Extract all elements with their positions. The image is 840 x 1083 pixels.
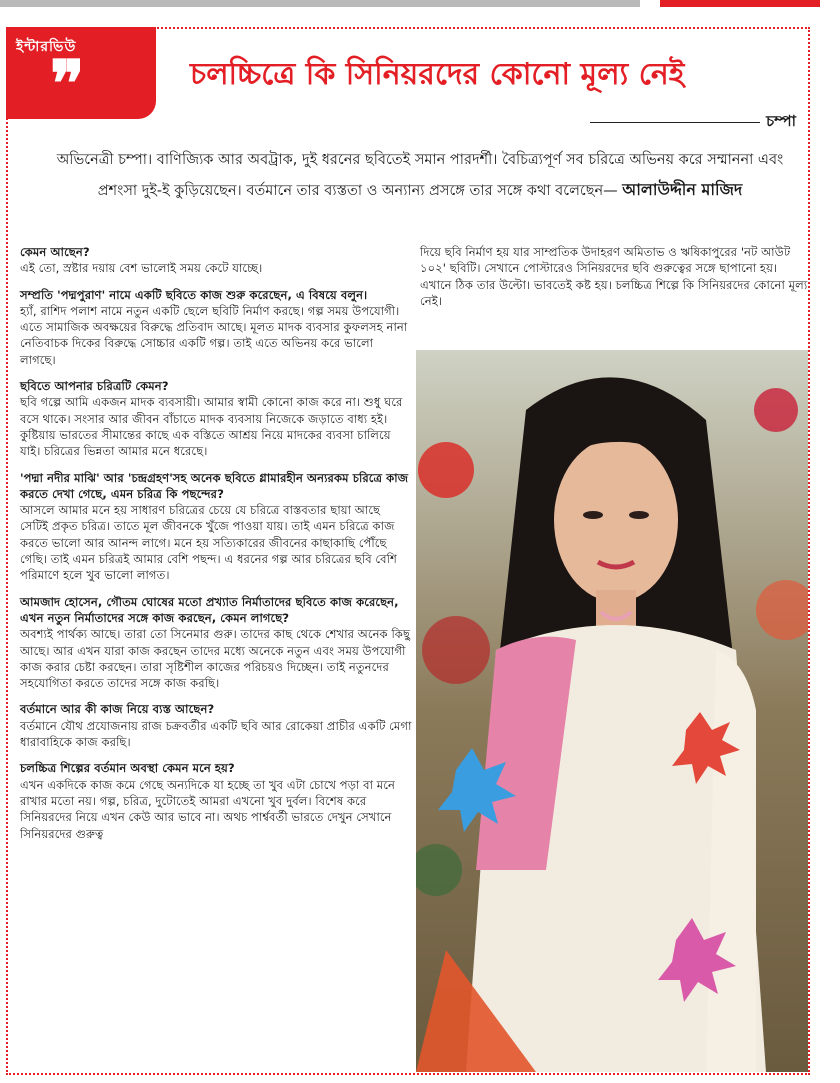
portrait-illustration — [416, 350, 808, 1072]
section-tag — [6, 27, 156, 122]
intro-paragraph — [40, 146, 800, 206]
portrait-photo — [416, 350, 808, 1072]
intro-text: অভিনেত্রী চম্পা। বাণিজ্যিক আর অবট্রাক, দুই ধরনের ছবিতেই সমান পারদর্শী। বৈচিত্র্যপূর্ণ সব চরিত্রে অভিনয় করে সম্মাননা এবং প্রশংসা দুই-ই কুড়িয়েছেন। বর্তমানে তার ব্যস্ততা ও অন্যান্য প্রসঙ্গে তার সঙ্গে কথা বলেছেন— — [56, 152, 784, 199]
byline-rule — [590, 122, 760, 123]
section-label: ইন্টারভিউ — [16, 39, 77, 55]
answer: এখন একদিকে কাজ কমে গেছে অন্যদিকে যা হচ্ছে তা খুব এটা চোখে পড়া বা মনে রাখার মতো নয়। গল্প, চরিত্র, দুটোতেই আমরা এখনো খুব দুর্বল। বিশেষ করে সিনিয়রদের নিয়ে এখন কেউ আর ভাবে না। অথচ পার্শ্ববর্তী ভারতে দেখুন সেখানে সিনিয়রদের গুরুত্ব — [20, 777, 395, 841]
qa-item — [20, 287, 412, 368]
qa-item — [20, 470, 412, 584]
question: কেমন আছেন? — [20, 245, 90, 259]
question: ছবিতে আপনার চরিত্রটি কেমন? — [20, 379, 169, 394]
byline — [590, 110, 796, 135]
question: বর্তমানে আর কী কাজ নিয়ে ব্যস্ত আছেন? — [20, 702, 215, 717]
answer: হ্যাঁ, রাশিদ পলাশ নামে নতুন একটি ছেলে ছবিটি নির্মাণ করছে। গল্প সময় উপযোগী। এতে সামাজিক অবক্ষয়ের বিরুদ্ধে প্রতিবাদ আছে। মূলত মাদক ব্যবসার কুফলসহ নানা নেতিবাচক দিকের বিরুদ্ধে সোচ্চার একটি গল্প। তাই এতে অভিনয় করে ভালো লাগছে। — [20, 303, 408, 367]
answer: বর্তমানে যৌথ প্রযোজনায় রাজ চক্রবর্তীর একটি ছবি আর রোকেয়া প্রাচীর একটি মেগা ধারাবাহিকে কাজ করছি। — [20, 718, 412, 750]
intro-author: আলাউদ্দীন মাজিদ — [622, 180, 743, 199]
top-bar-accent — [660, 0, 820, 7]
quote-mark-icon: ❞ — [50, 47, 85, 122]
byline-name: চম্পা — [766, 112, 796, 130]
qa-item — [20, 760, 412, 841]
question: চলচ্চিত্র শিল্পের বর্তমান অবস্থা কেমন মনে হয়? — [20, 761, 235, 776]
question: 'পদ্মা নদীর মাঝি' আর 'চন্দ্রগ্রহণ'সহ অনেক ছবিতে গ্লামারহীন অন্যরকম চরিত্রে কাজ করতে দেখা গেছে, এমন চরিত্র কি পছন্দের? — [20, 470, 409, 501]
headline: চলচ্চিত্রে কি সিনিয়রদের কোনো মূল্য নেই — [190, 57, 685, 92]
answer: আসলে আমার মনে হয় সাধারণ চরিত্রের চেয়ে যে চরিত্রে বাস্তবতার ছায়া আছে সেটিই প্রকৃত চরিত্র। তাতে মূল জীবনকে খুঁজে পাওয়া যায়। তাই এমন চরিত্রে কাজ করতে ভালো আর আনন্দ লাগে। মনে হয় সত্যিকারের জীবনের কাছাকাছি পৌঁছে গেছি। তাই এমন চরিত্রই আমার বেশি পছন্দ। এ ধরনের গল্প আর চরিত্রের ছবি বেশি পরিমাণে হলে খুব ভালো লাগত। — [20, 503, 397, 583]
qa-item — [20, 244, 412, 277]
right-column-text: দিয়ে ছবি নির্মাণ হয় যার সাম্প্রতিক উদাহরণ অমিতাভ ও ঋষিকাপুরের 'নট আউট ১০২' ছবিটি। সেখানে পোস্টারেও সিনিয়রদের ছবি গুরুত্বের সঙ্গে ছাপানো হয়। এখানে ঠিক তার উল্টো। ভাবতেই কষ্ট হয়। চলচ্চিত্র শিল্পে কি সিনিয়রদের কোনো মূল্য নেই। — [420, 245, 808, 308]
qa-item — [20, 594, 412, 692]
top-bar — [0, 0, 640, 7]
right-column — [420, 244, 808, 309]
qa-item — [20, 701, 412, 750]
answer: অবশ্যই পার্থক্য আছে। তারা তো সিনেমার গুরু। তাদের কাছ থেকে শেখার অনেক কিছু আছে। আর এখন যারা কাজ করছেন তাদের মধ্যে অনেকে নতুন এবং সময় উপযোগী কাজ করার চেষ্টা করছেন। তারা সৃষ্টিশীল কাজের পরিচয়ও দিচ্ছেন। তাই নতুনদের সহযোগিতা করতে তাদের সঙ্গে কাজ করছি। — [20, 627, 411, 691]
answer: ছবি গল্পে আমি একজন মাদক ব্যবসায়ী। আমার স্বামী কোনো কাজ করে না। শুধু ঘরে বসে থাকে। সংসার আর জীবন বাঁচাতে মাদক ব্যবসায় নিজেকে জড়াতে বাধ্য হই। কুষ্টিয়ায় ভারতের সীমান্তের কাছে এক বস্তিতে আশ্রয় নিয়ে মাদকের ব্যবসা চালিয়ে যাই। চরিত্রের ভিন্নতা আমার মনে ধরেছে। — [20, 395, 403, 459]
question: সম্প্রতি 'পদ্মপুরাণ' নামে একটি ছবিতে কাজ শুরু করেছেন, এ বিষয়ে বলুন। — [20, 287, 368, 302]
qa-item — [20, 378, 412, 459]
left-column — [20, 244, 412, 852]
question: আমজাদ হোসেন, গৌতম ঘোষের মতো প্রখ্যাত নির্মাতাদের ছবিতে কাজ করেছেন, এখন নতুন নির্মাতাদের সঙ্গে কাজ করছেন, কেমন লাগছে? — [20, 594, 399, 625]
answer: এই তো, স্রষ্টার দয়ায় বেশ ভালোই সময় কেটে যাচ্ছে। — [20, 261, 263, 276]
